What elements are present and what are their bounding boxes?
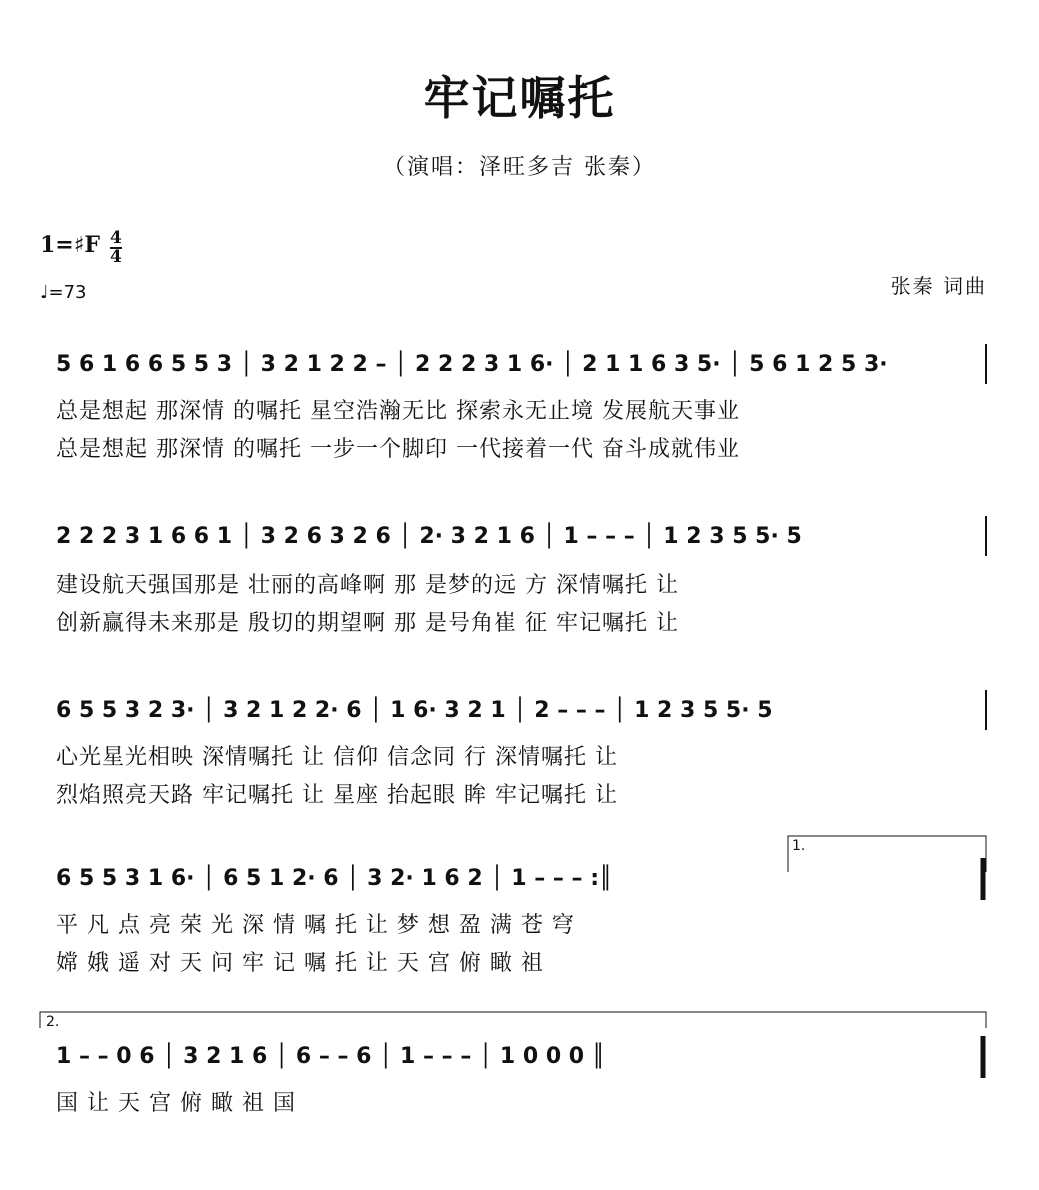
lyric-row-3-verse-1: 心光星光相映 深情嘱托 让 信仰 信念同 行 深情嘱托 让 — [56, 745, 618, 770]
notes-row-2: 2 2 2 3 1 6 6 1 │ 3 2 6 3 2 6 │ 2· 3 2 1 6 │ 1 – – – │ 1 2 3 5 5· 5 — [56, 524, 802, 549]
performers: （演唱：泽旺多吉 张秦） — [383, 155, 656, 180]
notes-row-3: 6 5 5 3 2 3· │ 3 2 1 2 2· 6 │ 1 6· 3 2 1 │ 2 – – – │ 1 2 3 5 5· 5 — [56, 698, 773, 723]
volta-2-label: 2. — [46, 1014, 60, 1030]
lyric-row-5-verse-1: 国 让 天 宫 俯 瞰 祖 国 — [56, 1091, 296, 1116]
notes-row-5: 1 – – 0 6 │ 3 2 1 6 │ 6 – – 6 │ 1 – – – │ 1 0 0 0 ║ — [56, 1044, 606, 1069]
lyric-row-1-verse-2: 总是想起 那深情 的嘱托 一步一个脚印 一代接着一代 奋斗成就伟业 — [56, 437, 740, 462]
lyric-row-4-verse-1: 平 凡 点 亮 荣 光 深 情 嘱 托 让 梦 想 盈 满 苍 穹 — [56, 913, 575, 938]
lyric-row-4-verse-2: 嫦 娥 遥 对 天 问 牢 记 嘱 托 让 天 宫 俯 瞰 祖 — [56, 951, 544, 976]
time-top: 4 — [110, 228, 122, 248]
lyric-row-1-verse-1: 总是想起 那深情 的嘱托 星空浩瀚无比 探索永无止境 发展航天事业 — [56, 399, 740, 424]
lyric-row-3-verse-2: 烈焰照亮天路 牢记嘱托 让 星座 抬起眼 眸 牢记嘱托 让 — [56, 783, 618, 808]
author-credit: 张秦 词曲 — [890, 274, 987, 298]
volta-1-bracket — [788, 836, 986, 872]
volta-2-bracket — [40, 1012, 986, 1028]
notes-row-1: 5 6 1 6 6 5 5 3 │ 3 2 1 2 2 – │ 2 2 2 3 1 6· │ 2 1 1 6 3 5· │ 5 6 1 2 5 3· — [56, 352, 888, 377]
lyric-row-2-verse-2: 创新赢得未来那是 殷切的期望啊 那 是号角崔 征 牢记嘱托 让 — [56, 611, 679, 636]
song-title: 牢记嘱托 — [423, 71, 616, 125]
volta-1-label: 1. — [792, 838, 806, 854]
lyric-row-2-verse-1: 建设航天强国那是 壮丽的高峰啊 那 是梦的远 方 深情嘱托 让 — [56, 573, 679, 598]
key-signature: 1=♯F — [40, 232, 101, 258]
notes-row-4: 6 5 5 3 1 6· │ 6 5 1 2· 6 │ 3 2· 1 6 2 │ 1 – – – :║ — [56, 866, 613, 891]
tempo-marking: ♩=73 — [40, 282, 87, 303]
time-bottom: 4 — [110, 247, 122, 267]
